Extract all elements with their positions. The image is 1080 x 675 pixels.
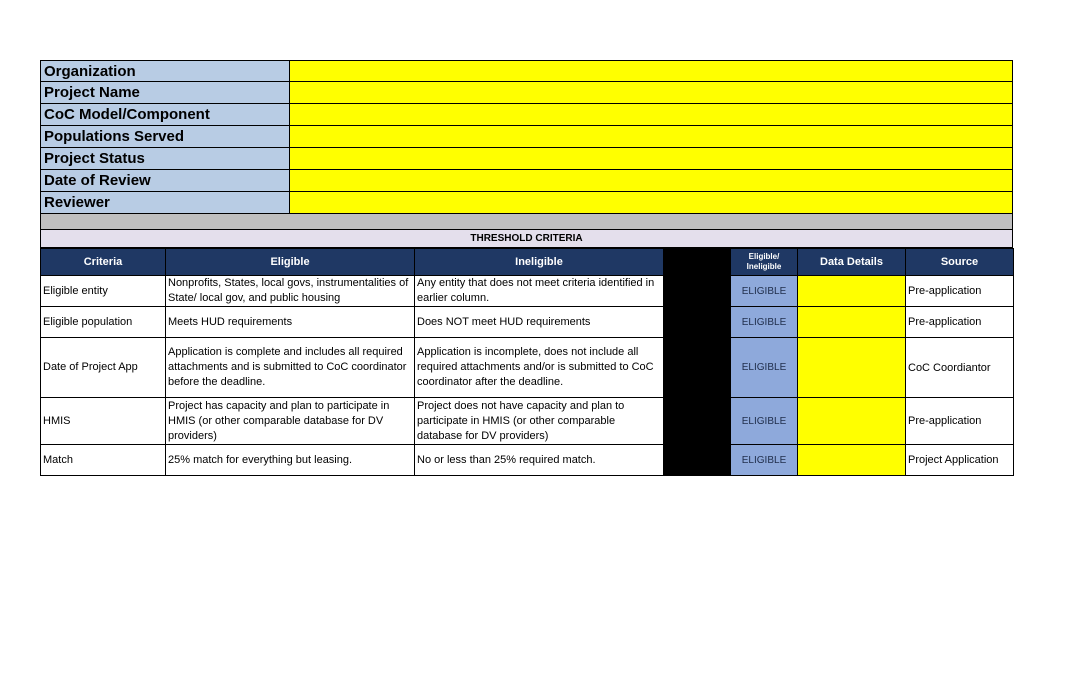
criteria-cell: HMIS	[41, 398, 166, 445]
column-header-ineligible: Ineligible	[415, 249, 664, 276]
blank-cell	[664, 276, 731, 307]
status-dropdown[interactable]: ELIGIBLE	[731, 338, 798, 398]
blank-cell	[664, 307, 731, 338]
info-label: Project Status	[41, 148, 290, 169]
review-sheet	[40, 60, 1013, 476]
project-name-field[interactable]	[290, 82, 1012, 103]
column-header-criteria: Criteria	[41, 249, 166, 276]
data-details-input[interactable]	[798, 338, 906, 398]
table-header-row	[41, 249, 1014, 276]
table-row	[41, 445, 1014, 476]
source-cell: Pre-application	[906, 307, 1014, 338]
info-row-coc-model	[40, 104, 1013, 126]
status-dropdown[interactable]: ELIGIBLE	[731, 445, 798, 476]
ineligible-cell: No or less than 25% required match.	[415, 445, 664, 476]
data-details-input[interactable]	[798, 445, 906, 476]
blank-cell	[664, 338, 731, 398]
eligible-cell: Project has capacity and plan to participate in HMIS (or other comparable database for DV providers)	[166, 398, 415, 445]
column-header-status: Eligible/ Ineligible	[731, 249, 798, 276]
column-header-blank	[664, 249, 731, 276]
info-row-organization	[40, 60, 1013, 82]
info-label: Date of Review	[41, 170, 290, 191]
source-cell: Project Application	[906, 445, 1014, 476]
table-row	[41, 338, 1014, 398]
criteria-table	[40, 248, 1014, 476]
project-status-field[interactable]	[290, 148, 1012, 169]
eligible-cell: Nonprofits, States, local govs, instrumentalities of State/ local gov, and public housing	[166, 276, 415, 307]
info-label: CoC Model/Component	[41, 104, 290, 125]
table-row	[41, 276, 1014, 307]
info-label: Reviewer	[41, 192, 290, 213]
info-row-project-name	[40, 82, 1013, 104]
criteria-cell: Eligible entity	[41, 276, 166, 307]
data-details-input[interactable]	[798, 398, 906, 445]
info-row-populations	[40, 126, 1013, 148]
column-header-data-details: Data Details	[798, 249, 906, 276]
data-details-input[interactable]	[798, 276, 906, 307]
separator-bar	[40, 214, 1013, 230]
eligible-cell: 25% match for everything but leasing.	[166, 445, 415, 476]
table-row	[41, 398, 1014, 445]
date-of-review-field[interactable]	[290, 170, 1012, 191]
column-header-source: Source	[906, 249, 1014, 276]
data-details-input[interactable]	[798, 307, 906, 338]
ineligible-cell: Project does not have capacity and plan to participate in HMIS (or other comparable database for DV providers)	[415, 398, 664, 445]
criteria-cell: Date of Project App	[41, 338, 166, 398]
eligible-cell: Meets HUD requirements	[166, 307, 415, 338]
info-label: Organization	[41, 61, 290, 81]
reviewer-field[interactable]	[290, 192, 1012, 213]
populations-served-field[interactable]	[290, 126, 1012, 147]
status-dropdown[interactable]: ELIGIBLE	[731, 398, 798, 445]
organization-field[interactable]	[290, 61, 1012, 81]
info-label: Project Name	[41, 82, 290, 103]
ineligible-cell: Any entity that does not meet criteria identified in earlier column.	[415, 276, 664, 307]
source-cell: Pre-application	[906, 398, 1014, 445]
criteria-cell: Eligible population	[41, 307, 166, 338]
table-row	[41, 307, 1014, 338]
status-dropdown[interactable]: ELIGIBLE	[731, 307, 798, 338]
info-row-reviewer	[40, 192, 1013, 214]
eligible-cell: Application is complete and includes all required attachments and is submitted to CoC coordinator before the deadline.	[166, 338, 415, 398]
column-header-eligible: Eligible	[166, 249, 415, 276]
coc-model-field[interactable]	[290, 104, 1012, 125]
info-row-project-status	[40, 148, 1013, 170]
ineligible-cell: Does NOT meet HUD requirements	[415, 307, 664, 338]
info-label: Populations Served	[41, 126, 290, 147]
ineligible-cell: Application is incomplete, does not include all required attachments and/or is submitted to CoC coordinator after the deadline.	[415, 338, 664, 398]
blank-cell	[664, 398, 731, 445]
criteria-cell: Match	[41, 445, 166, 476]
blank-cell	[664, 445, 731, 476]
status-dropdown[interactable]: ELIGIBLE	[731, 276, 798, 307]
info-row-date-of-review	[40, 170, 1013, 192]
source-cell: CoC Coordiantor	[906, 338, 1014, 398]
project-info-block	[40, 60, 1013, 214]
threshold-criteria-title: THRESHOLD CRITERIA	[40, 230, 1013, 248]
source-cell: Pre-application	[906, 276, 1014, 307]
